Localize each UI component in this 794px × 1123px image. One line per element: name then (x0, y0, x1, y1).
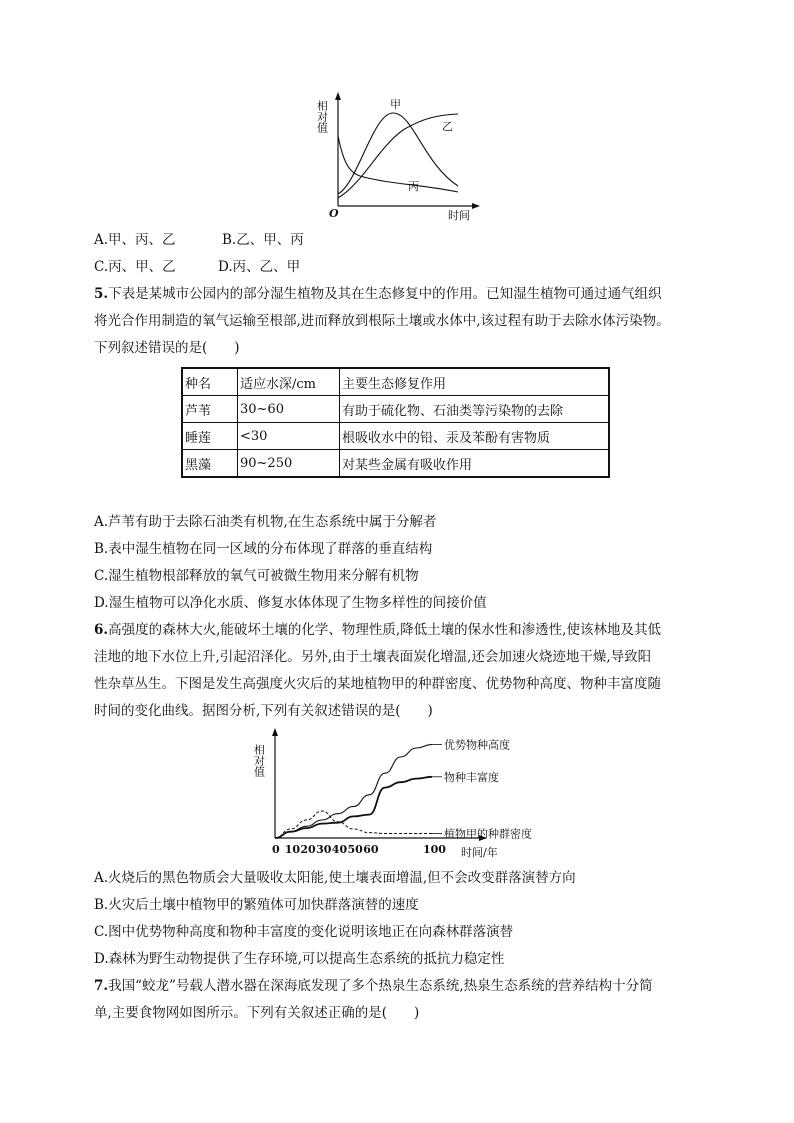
chart2-y-arrow (272, 728, 278, 736)
chart2-x-tick-label: 0 (272, 843, 280, 856)
table-cell: 睡莲 (182, 423, 238, 450)
q4-option-c: C.丙、甲、乙 (94, 259, 176, 275)
chart1-label-bing: 丙 (408, 180, 419, 193)
chart1-label-yi: 乙 (442, 120, 453, 133)
chart2-ylabel: 相对值 (252, 744, 266, 777)
q5-option-d: D.湿生植物可以净化水质、修复水体体现了生物多样性的间接价值 (94, 595, 487, 611)
chart1-xlabel: 时间 (448, 209, 470, 222)
table-cell: 有助于硫化物、石油类等污染物的去除 (340, 396, 610, 423)
chart2-series-line (275, 744, 432, 838)
chart2-series-label: 植物甲的种群密度 (444, 827, 532, 841)
q6-option-a: A.火烧后的黑色物质会大量吸收太阳能,使土壤表面增温,但不会改变群落演替方向 (94, 870, 576, 886)
q5-option-c: C.湿生植物根部释放的氧气可被微生物用来分解有机物 (94, 568, 419, 584)
table-cell: 芦苇 (182, 396, 238, 423)
q6-stem-line-1 (94, 621, 661, 639)
chart2-xlabel: 时间/年 (461, 846, 498, 859)
table-header-cell: 适应水深/cm (238, 368, 340, 396)
table-header-row (182, 368, 609, 396)
wetland-plants-table (181, 367, 610, 478)
chart-curves-jia-yi-bing (315, 88, 484, 222)
table-header-cell: 主要生态修复作用 (340, 368, 610, 396)
q4-option-b: B.乙、甲、丙 (222, 232, 304, 248)
table-cell: 90~250 (238, 450, 340, 478)
q5-number: 5. (94, 286, 109, 302)
q5-stem-line-1 (94, 285, 662, 303)
q6-option-c: C.图中优势物种高度和物种丰富度的变化说明该地正在向森林群落演替 (94, 924, 514, 940)
table-cell: 30~60 (238, 396, 340, 423)
q5-stem-line-3: 下列叙述错误的是( ) (94, 340, 240, 356)
chart2-series-line (275, 811, 432, 838)
chart1-x-arrow (472, 203, 480, 209)
q6-stem-text-1: 高强度的森林大火,能破坏土壤的化学、物理性质,降低土壤的保水性和渗透性,使该林地及其低 (108, 622, 661, 638)
q7-stem-line-2: 单,主要食物网如图所示。下列有关叙述正确的是( ) (94, 1005, 420, 1021)
table-cell: <30 (238, 423, 340, 450)
table-row (182, 423, 609, 450)
chart2-series-label: 优势物种高度 (444, 738, 510, 752)
table-header-cell: 种名 (182, 368, 238, 396)
chart1-ylabel: 相对值 (315, 100, 329, 133)
table-cell: 黑藻 (182, 450, 238, 478)
q4-option-a: A.甲、丙、乙 (94, 232, 176, 248)
chart2-x-tick-label: 10 (284, 843, 301, 856)
chart2-x-tick-label: 40 (331, 843, 348, 856)
q7-stem-line-1 (94, 977, 653, 995)
q5-stem-text-1: 下表是某城市公园内的部分湿生植物及其在生态修复中的作用。已知湿生植物可通过通气组织 (108, 286, 662, 302)
succession-chart (252, 722, 555, 862)
chart2-x-tick-label: 20 (300, 843, 316, 856)
q6-stem-line-2: 洼地的地下水位上升,引起沼泽化。另外,由于土壤表面炭化增温,还会加速火烧迹地干燥,导致阳 (94, 649, 652, 665)
table-cell: 根吸收水中的铅、汞及苯酚有害物质 (340, 423, 610, 450)
q6-option-b: B.火灾后土壤中植物甲的繁殖体可加快群落演替的速度 (94, 897, 419, 913)
chart1-y-arrow (335, 92, 341, 100)
table-row (182, 450, 609, 478)
table-row (182, 396, 609, 423)
q7-number: 7. (94, 978, 109, 994)
chart1-curve-bing (338, 136, 458, 192)
chart2-x-tick-label: 30 (316, 843, 332, 856)
q6-number: 6. (94, 622, 109, 638)
q7-stem-text-1: 我国“蛟龙”号载人潜水器在深海底发现了多个热泉生态系统,热泉生态系统的营养结构十分简 (108, 978, 653, 994)
chart1-curve-jia (338, 113, 458, 194)
q5-stem-line-2: 将光合作用制造的氧气运输至根部,进而释放到根际土壤或水体中,该过程有助于去除水体污染物。 (94, 313, 670, 329)
chart1-origin: O (329, 207, 339, 220)
chart2-x-tick-label: 60 (363, 843, 379, 856)
q6-option-d: D.森林为野生动物提供了生存环境,可以提高生态系统的抵抗力稳定性 (94, 951, 505, 967)
chart2-series-label: 物种丰富度 (444, 770, 499, 784)
chart2-x-tick-label: 100 (423, 843, 446, 856)
q6-stem-line-4: 时间的变化曲线。据图分析,下列有关叙述错误的是( ) (94, 703, 433, 719)
q4-option-d: D.丙、乙、甲 (218, 259, 301, 275)
chart1-label-jia: 甲 (390, 98, 401, 111)
q5-option-a: A.芦苇有助于去除石油类有机物,在生态系统中属于分解者 (94, 514, 437, 530)
chart2-x-tick-label: 50 (347, 843, 363, 856)
chart1-curve-yi (338, 114, 458, 198)
table-cell: 对某些金属有吸收作用 (340, 450, 610, 478)
q6-stem-line-3: 性杂草丛生。下图是发生高强度火灾后的某地植物甲的种群密度、优势物种高度、物种丰富度随 (94, 676, 661, 692)
q5-option-b: B.表中湿生植物在同一区域的分布体现了群落的垂直结构 (94, 541, 433, 557)
